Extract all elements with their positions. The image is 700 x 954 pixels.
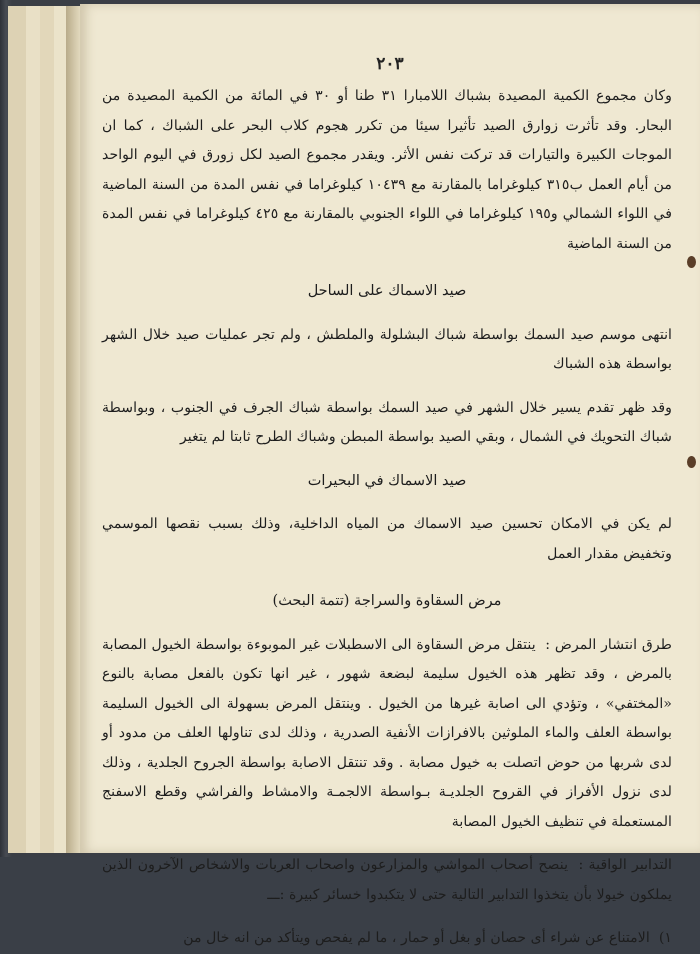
list-item-1	[102, 924, 672, 954]
coast-fishing-heading: صيد الاسماك على الساحل	[307, 283, 467, 299]
disease-heading: مرض السقاوة والسراجة (تتمة البحث)	[272, 593, 502, 609]
page-edge	[8, 6, 27, 853]
list-item-number: ١)	[658, 930, 672, 946]
coast-paragraph-2: وقد ظهر تقدم يسير خلال الشهر في صيد السمك بواسطة شباك الجرف في الجنوب ، وبواسطة شباك التحويك في الشمال ، وبقي الصيد بواسطة المبطن وشباك الطرح ثابتا لم يتغير	[102, 399, 672, 445]
lakes-paragraph: لم يكن في الامكان تحسين صيد الاسماك من المياه الداخلية، وذلك بسبب نقصها الموسمي وتخفيض مقدار العمل	[102, 516, 672, 562]
page-body	[102, 82, 672, 954]
spread-term: طرق انتشار المرض :	[545, 636, 672, 653]
binding-hole-mark	[687, 256, 696, 268]
prevention-paragraph	[102, 851, 672, 910]
binding-hole-mark	[687, 456, 696, 468]
prevention-text: ينصح أصحاب المواشي والمزارعون واصحاب العربات والاشخاص الآخرون الذين يملكون خيولا بأن يتخذوا التدابير التالية حتى لا يتكبدوا خسائر كبيرة :ـــ	[102, 857, 672, 903]
prevention-term: التدابير الواقية :	[578, 857, 672, 873]
page-edge	[40, 6, 55, 853]
page-number: ٢٠٣	[376, 54, 404, 74]
spread-paragraph	[102, 631, 672, 838]
page-edge	[26, 6, 41, 853]
lakes-fishing-heading: صيد الاسماك في البحيرات	[307, 472, 467, 489]
list-item-text: الامتناع عن شراء أى حصان أو بغل أو حمار ، ما لم يفحص ويتأكد من انه خال من	[183, 930, 650, 946]
intro-paragraph: وكان مجموع الكمية المصيدة بشباك اللامبارا ٣١ طنا أو ٣٠ في المائة من الكمية المصيدة من البحار. وقد تأثرت زوارق الصيد تأثيرا سيئا من تكرر هجوم كلاب البحر على الشباك ، كما ان الموجات الكبيرة والتيارات قد تركت نفس الأثر. ويقدر مجموع الصيد لكل زورق في اليوم الواحد من أيام العمل ب٣١٥ كيلوغراما بالمقارنة مع ١٠٤٣٩ كيلوغراما في نفس المدة من السنة الماضية في اللواء الشمالي و١٩٥ كيلوغراما في اللواء الجنوبي بالمقارنة مع ٤٢٥ كيلوغراما في نفس المدة من السنة الماضية	[102, 88, 673, 252]
spread-text: ينتقل مرض السقاوة الى الاسطبلات غير الموبوءة بواسطة الخيول المصابة بالمرض ، وقد تظهر هذه الخيول سليمة لبضعة شهور ، غير انها تكون بالفعل مصابة بالنوع «المختفي» ، وتؤدي الى اصابة غيرها من الخيول . وينتقل المرض بسهولة الى الخيول السليمة بواسطة العلف والماء الملوثين بالافرازات الأنفية الصدرية ، وذلك لدى تناولها العلف من مدود أو لدى شربها من حوض اتصلت به خيول مصابة . وقد تنتقل الاصابة بواسطة الجروح الجلدية ، وذلك لدى نزول الأفراز في القروح الجلديـة بـواسطة الالجمـة والامشاط والفراشي وقطع الاسفنج المستعملة في تنظيف الخيول المصابة	[102, 636, 672, 830]
coast-paragraph-1: انتهى موسم صيد السمك بواسطة شباك البشلولة والملطش ، ولم تجر عمليات صيد خلال الشهر بواسطة هذه الشباك	[102, 326, 672, 372]
